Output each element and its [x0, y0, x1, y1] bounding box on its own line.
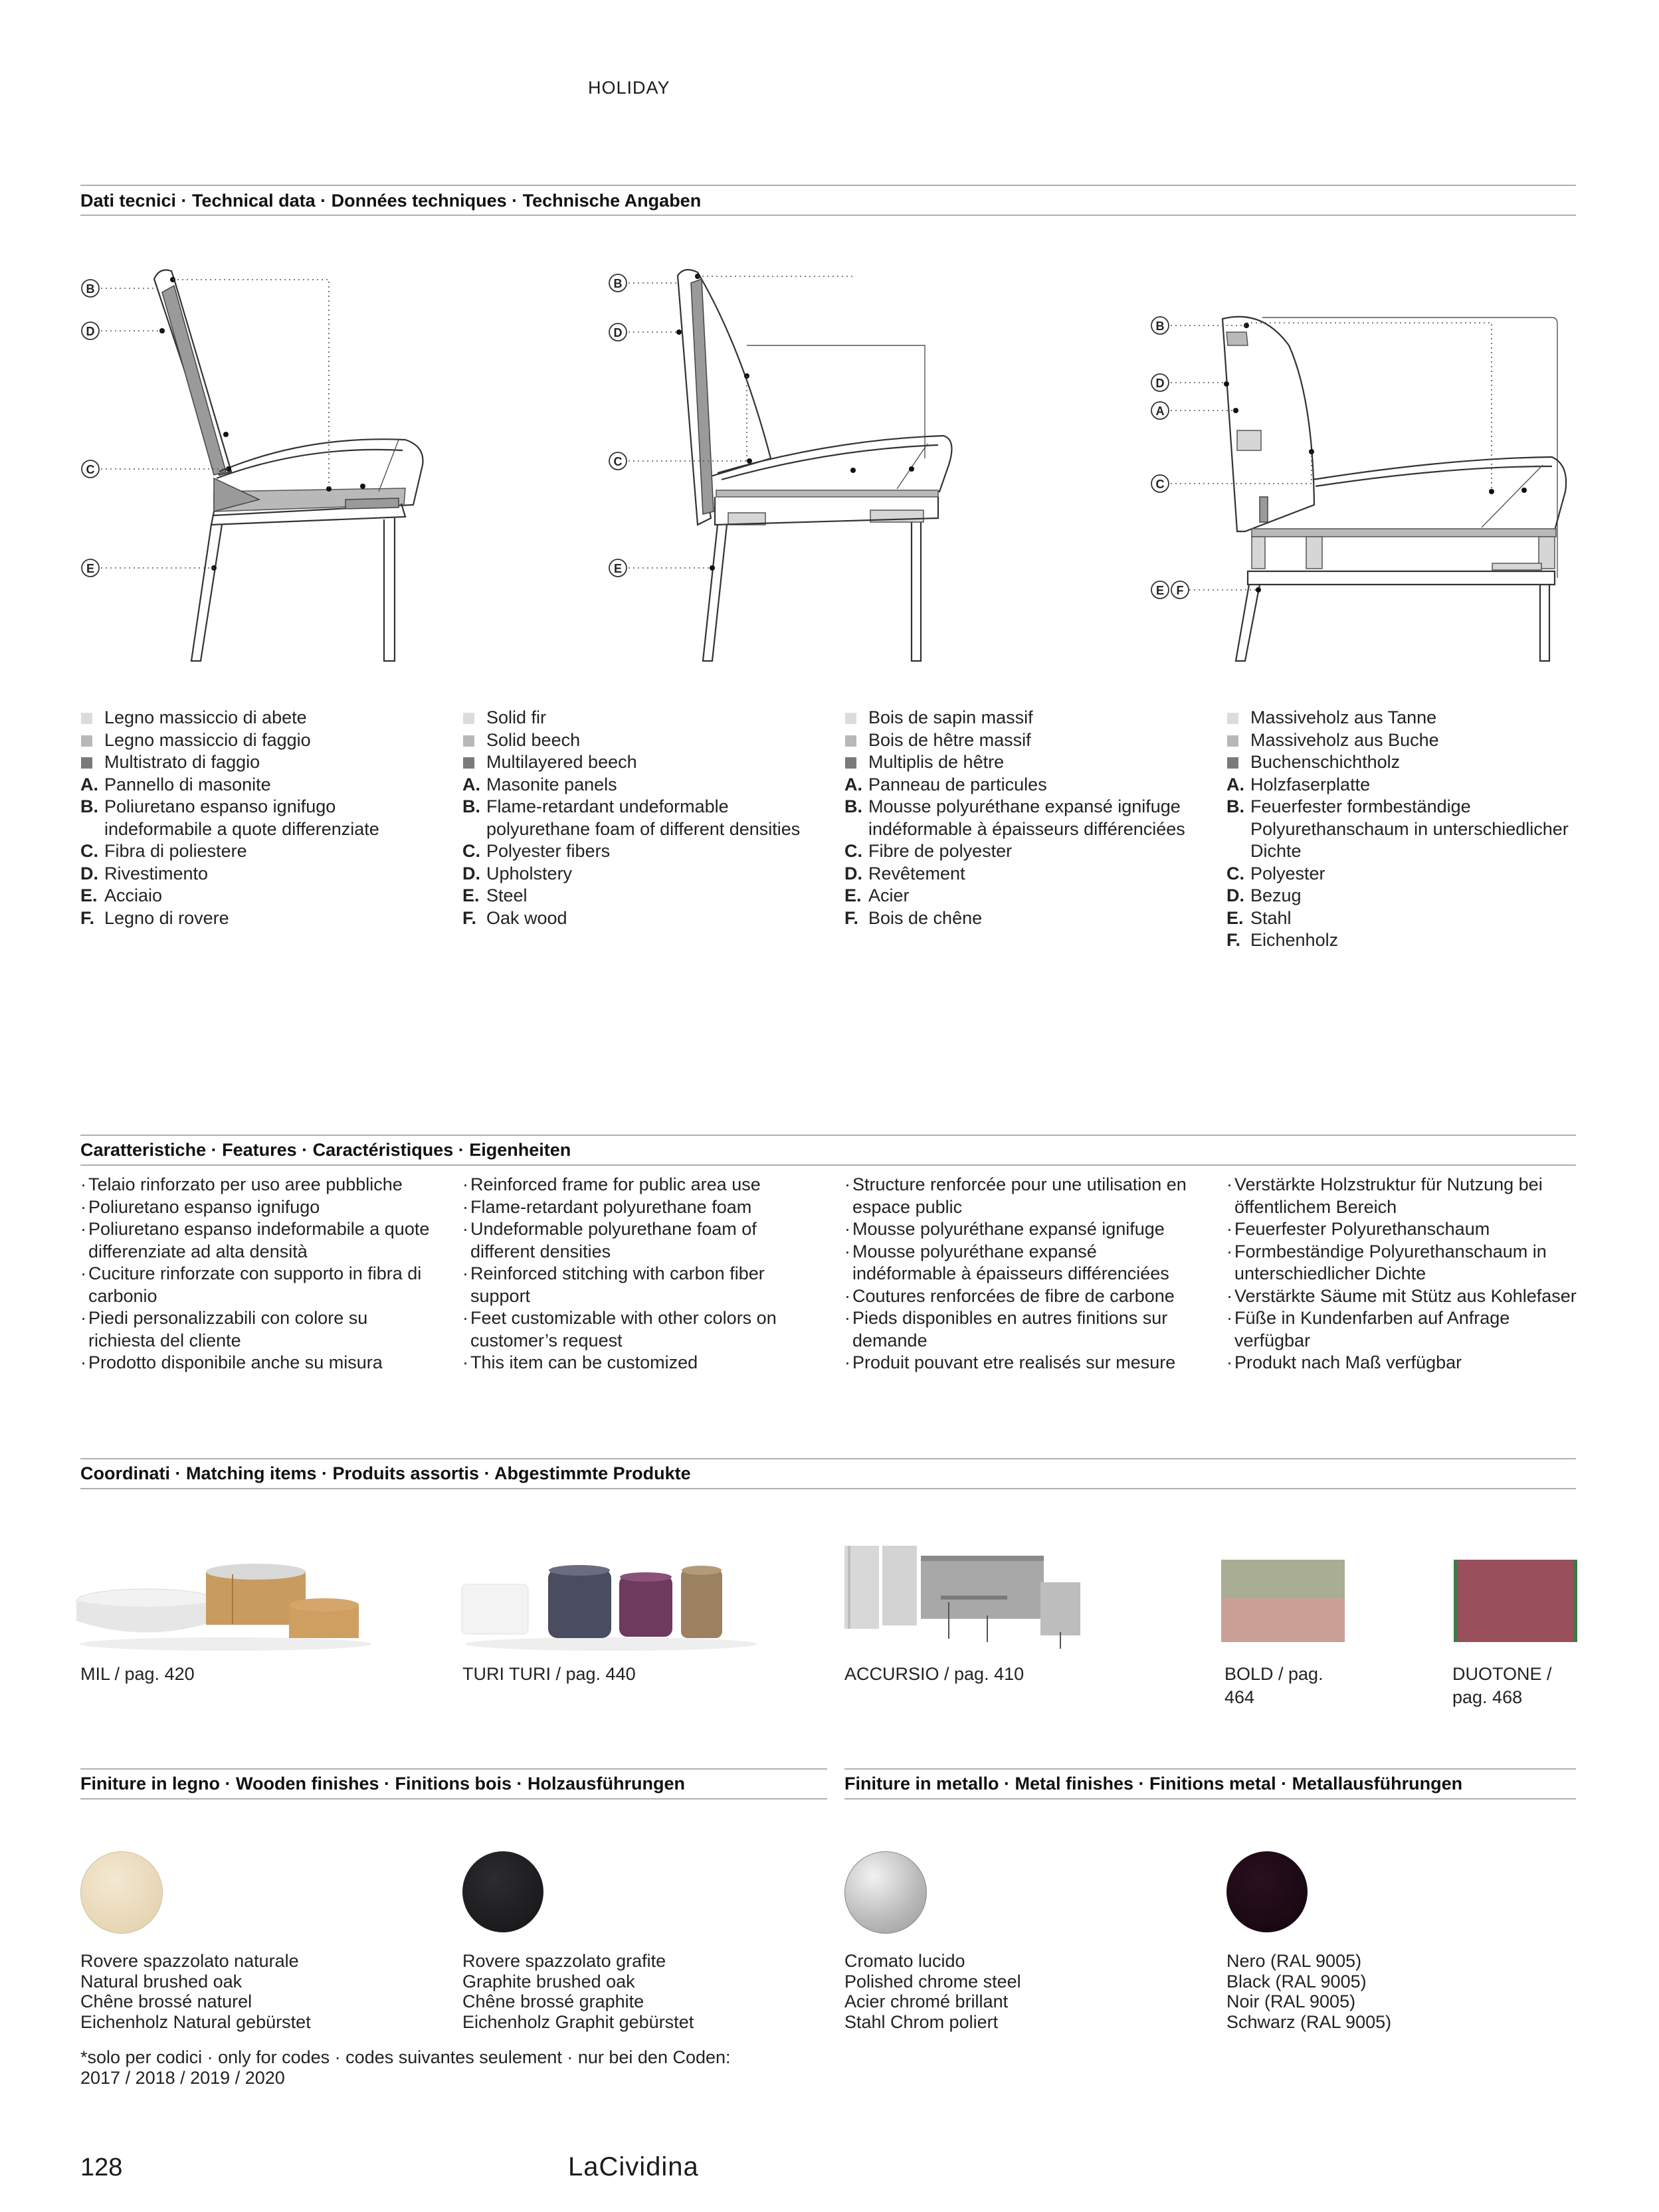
- product-turi-turi-image[interactable]: [452, 1554, 764, 1654]
- brand-name: LaCividina: [568, 2152, 699, 2181]
- legend-column-de: [1226, 707, 1572, 952]
- product-mil-image[interactable]: [73, 1548, 385, 1654]
- metal-finishes-title: Finiture in metallo · Metal finishes · Finitions metal · Metallausführungen: [844, 1774, 1463, 1794]
- running-header: HOLIDAY: [588, 78, 670, 98]
- legend-item: C. Polyester: [1226, 863, 1325, 883]
- page-number: 128: [80, 2154, 123, 2181]
- product-accursio-label[interactable]: ACCURSIO / pag. 410: [844, 1664, 1025, 1684]
- swatch-medium-icon: [81, 735, 92, 747]
- legend-item: F. Oak wood: [462, 907, 567, 928]
- legend-column-fr: [844, 707, 1190, 929]
- feature-item: · Structure renforcée pour une utilisation en espace public: [844, 1174, 1187, 1217]
- chair-diagrams: [0, 252, 1659, 678]
- legend-item: B. Flame-retardant undeformable polyurethane foam of different densities: [462, 796, 801, 839]
- finish-black-swatch[interactable]: [1226, 1851, 1308, 1932]
- callout-e-1: E: [86, 562, 95, 575]
- diagram-2: [609, 270, 952, 661]
- rule-wood-bottom: [80, 1798, 827, 1799]
- legend-item: E. Steel: [462, 885, 528, 905]
- legend-swatch-item: Bois de sapin massif: [844, 707, 1190, 729]
- legend-swatch-item: Massiveholz aus Buche: [1226, 729, 1572, 752]
- legend-swatch-item: Multilayered beech: [462, 751, 808, 774]
- legend-swatch-item: Bois de hêtre massif: [844, 729, 1190, 752]
- finish-black-text: Nero (RAL 9005) Black (RAL 9005) Noir (RAL 9005) Schwarz (RAL 9005): [1226, 1951, 1392, 2032]
- codes-footnote: *solo per codici · only for codes · codes suivantes seulement · nur bei den Coden: 2017 / 2018 / 2019 / 2020: [80, 2047, 731, 2088]
- rule-features-bottom: [80, 1164, 1576, 1166]
- feature-item: · This item can be customized: [462, 1352, 698, 1372]
- feature-item: · Reinforced frame for public area use: [462, 1174, 761, 1194]
- callout-d-3: D: [1155, 377, 1165, 390]
- legend-item: D. Upholstery: [462, 863, 573, 883]
- swatch-medium-icon: [463, 735, 474, 747]
- legend-item: D. Revêtement: [844, 863, 965, 883]
- legend-item: F. Bois de chêne: [844, 907, 983, 928]
- legend-item: E. Acier: [844, 885, 910, 905]
- finish-chrome-swatch[interactable]: [844, 1851, 927, 1934]
- swatch-light-icon: [463, 713, 474, 724]
- legend-swatch-item: Solid fir: [462, 707, 808, 729]
- feature-item: · Piedi personalizzabili con colore su richiesta del cliente: [80, 1308, 368, 1350]
- feature-item: · Verstärkte Holzstruktur für Nutzung bei öffentlichem Bereich: [1226, 1174, 1543, 1217]
- feature-item: · Coutures renforcées de fibre de carbone: [844, 1285, 1175, 1306]
- rule-features-top: [80, 1135, 1576, 1136]
- legend-item: A. Holzfaserplatte: [1226, 774, 1371, 794]
- product-duotone-image[interactable]: [1452, 1558, 1579, 1645]
- legend-item: B. Poliuretano espanso ignifugo indeformabile a quote differenziate: [80, 796, 379, 839]
- finish-natural-oak-text: Rovere spazzolato naturale Natural brushed oak Chêne brossé naturel Eichenholz Natural gebürstet: [80, 1951, 311, 2032]
- swatch-light-icon: [845, 713, 856, 724]
- swatch-medium-icon: [845, 735, 856, 747]
- callout-d-1: D: [86, 325, 95, 338]
- legend-item: B. Mousse polyuréthane expansé ignifuge indéformable à épaisseurs différenciées: [844, 796, 1185, 839]
- legend-column-it: [80, 707, 426, 929]
- finish-chrome-text: Cromato lucido Polished chrome steel Acier chromé brillant Stahl Chrom poliert: [844, 1951, 1021, 2032]
- callout-c-1: C: [86, 463, 95, 476]
- feature-item: · Mousse polyuréthane expansé indéformable à épaisseurs différenciées: [844, 1241, 1169, 1283]
- swatch-medium-icon: [1227, 735, 1238, 747]
- feature-item: · Verstärkte Säume mit Stütz aus Kohlefaser: [1226, 1285, 1577, 1306]
- product-bold-image[interactable]: [1220, 1558, 1346, 1645]
- legend-item: D. Bezug: [1226, 885, 1302, 905]
- callout-b-3: B: [1155, 320, 1165, 333]
- feature-item: · Cuciture rinforzate con supporto in fibra di carbonio: [80, 1263, 422, 1306]
- technical-title: Dati tecnici · Technical data · Données techniques · Technische Angaben: [80, 191, 702, 211]
- product-duotone-label[interactable]: DUOTONE / pag. 468: [1452, 1664, 1552, 1707]
- finish-graphite-oak-text: Rovere spazzolato grafite Graphite brushed oak Chêne brossé graphite Eichenholz Graphit gebürstet: [462, 1951, 694, 2032]
- feature-item: · Füße in Kundenfarben auf Anfrage verfügbar: [1226, 1308, 1510, 1350]
- rule-matching-top: [80, 1458, 1576, 1459]
- legend-swatch-item: Multistrato di faggio: [80, 751, 426, 774]
- feature-item: · Formbeständige Polyurethanschaum in unterschiedlicher Dichte: [1226, 1241, 1547, 1283]
- rule-matching-bottom: [80, 1488, 1576, 1489]
- feature-item: · Feet customizable with other colors on customer’s request: [462, 1308, 777, 1350]
- swatch-light-icon: [81, 713, 92, 724]
- product-bold-label[interactable]: BOLD / pag. 464: [1224, 1664, 1323, 1707]
- rule-technical-bottom: [80, 215, 1576, 216]
- feature-item: · Prodotto disponibile anche su misura: [80, 1352, 383, 1372]
- legend-swatch-item: Legno massiccio di abete: [80, 707, 426, 729]
- features-column-de: [1226, 1174, 1585, 1374]
- product-accursio-image[interactable]: [841, 1542, 1120, 1652]
- rule-metal-bottom: [844, 1798, 1576, 1799]
- feature-item: · Mousse polyuréthane expansé ignifuge: [844, 1219, 1165, 1239]
- legend-item: F. Legno di rovere: [80, 907, 229, 928]
- legend-swatch-item: Massiveholz aus Tanne: [1226, 707, 1572, 729]
- callout-c-3: C: [1155, 478, 1165, 491]
- callout-b-2: B: [613, 277, 623, 290]
- legend-item: D. Rivestimento: [80, 863, 209, 883]
- feature-item: · Flame-retardant polyurethane foam: [462, 1196, 752, 1217]
- swatch-dark-icon: [81, 757, 92, 769]
- callout-a-3: A: [1155, 405, 1165, 418]
- callout-b-1: B: [86, 282, 95, 296]
- callout-c-2: C: [613, 455, 623, 468]
- feature-item: · Undeformable polyurethane foam of different densities: [462, 1219, 757, 1261]
- feature-item: · Feuerfester Polyurethanschaum: [1226, 1219, 1490, 1239]
- finish-natural-oak-swatch[interactable]: [80, 1851, 163, 1934]
- features-column-it: [80, 1174, 439, 1374]
- features-title: Caratteristiche · Features · Caractéristiques · Eigenheiten: [80, 1140, 571, 1160]
- legend-item: C. Polyester fibers: [462, 841, 611, 861]
- legend-item: B. Feuerfester formbeständige Polyurethanschaum in unterschiedlicher Dichte: [1226, 796, 1569, 861]
- legend-column-en: [462, 707, 808, 929]
- features-column-fr: [844, 1174, 1203, 1374]
- swatch-light-icon: [1227, 713, 1238, 724]
- legend-item: A. Masonite panels: [462, 774, 617, 794]
- callout-d-2: D: [613, 326, 623, 339]
- rule-wood-top: [80, 1768, 827, 1770]
- legend-item: E. Stahl: [1226, 907, 1292, 928]
- feature-item: · Pieds disponibles en autres finitions sur demande: [844, 1308, 1168, 1350]
- feature-item: · Produkt nach Maß verfügbar: [1226, 1352, 1462, 1372]
- swatch-dark-icon: [463, 757, 474, 769]
- legend-swatch-item: Buchenschichtholz: [1226, 751, 1572, 774]
- callout-e-3: E: [1155, 584, 1165, 597]
- feature-item: · Poliuretano espanso indeformabile a quote differenziate ad alta densità: [80, 1219, 430, 1261]
- swatch-dark-icon: [845, 757, 856, 769]
- feature-item: · Telaio rinforzato per uso aree pubbliche: [80, 1174, 403, 1194]
- feature-item: · Reinforced stitching with carbon fiber support: [462, 1263, 765, 1306]
- legend-swatch-item: Multiplis de hêtre: [844, 751, 1190, 774]
- diagram-3: [1151, 317, 1566, 661]
- legend-item: E. Acciaio: [80, 885, 163, 905]
- legend-item: C. Fibre de polyester: [844, 841, 1013, 861]
- finish-graphite-oak-swatch[interactable]: [462, 1851, 543, 1932]
- callout-e-2: E: [613, 562, 623, 575]
- callout-f-3: F: [1176, 584, 1184, 597]
- wood-finishes-title: Finiture in legno · Wooden finishes · Finitions bois · Holzausführungen: [80, 1774, 685, 1794]
- product-mil-label[interactable]: MIL / pag. 420: [80, 1664, 195, 1684]
- feature-item: · Poliuretano espanso ignifugo: [80, 1196, 320, 1217]
- legend-item: F. Eichenholz: [1226, 930, 1339, 950]
- legend-swatch-item: Solid beech: [462, 729, 808, 752]
- features-column-en: [462, 1174, 821, 1374]
- feature-item: · Produit pouvant etre realisés sur mesure: [844, 1352, 1176, 1372]
- product-turi-turi-label[interactable]: TURI TURI / pag. 440: [462, 1664, 636, 1684]
- matching-title: Coordinati · Matching items · Produits assortis · Abgestimmte Produkte: [80, 1463, 691, 1483]
- swatch-dark-icon: [1227, 757, 1238, 769]
- legend-item: C. Fibra di poliestere: [80, 841, 247, 861]
- rule-technical-top: [80, 185, 1576, 186]
- legend-item: A. Panneau de particules: [844, 774, 1047, 794]
- legend-item: A. Pannello di masonite: [80, 774, 271, 794]
- diagram-1: [82, 270, 423, 662]
- rule-metal-top: [844, 1768, 1576, 1770]
- legend-swatch-item: Legno massiccio di faggio: [80, 729, 426, 752]
